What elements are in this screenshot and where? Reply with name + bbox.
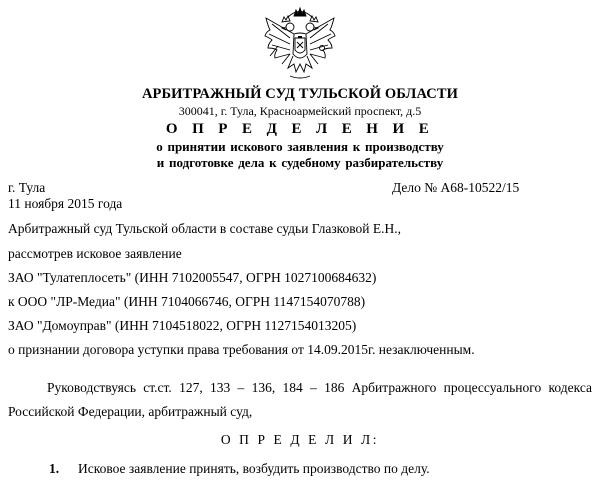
party-defendant-1: к ООО "ЛР-Медиа" (ИНН 7104066746, ОГРН 1147154070788)	[8, 294, 366, 309]
court-address: 300041, г. Тула, Красноармейский проспект, д.5	[178, 104, 422, 118]
reviewed-statement: рассмотрев исковое заявление	[8, 246, 182, 261]
ruling-item	[49, 461, 430, 477]
court-composition: Арбитражный суд Тульской области в составе судьи Глазковой Е.Н.,	[8, 221, 402, 236]
case-number: Дело № А68-10522/15	[392, 180, 520, 195]
legal-basis-paragraph: Руководствуясь ст.ст. 127, 133 – 136, 184 – 186 Арбитражного процессуального кодекса Российской Федерации, арбитражный суд,	[8, 380, 592, 419]
city: г. Тула	[8, 180, 46, 195]
ruling-item-text: Исковое заявление принять, возбудить производство по делу.	[78, 461, 430, 476]
ruling-item-number: 1.	[49, 461, 60, 476]
party-defendant-2: ЗАО "Домоуправ" (ИНН 7104518022, ОГРН 1127154013205)	[8, 318, 357, 333]
party-plaintiff: ЗАО "Тулатеплосеть" (ИНН 7102005547, ОГРН 1027100684632)	[8, 270, 377, 285]
document-subtitle	[0, 139, 600, 171]
claim-subject: о признании договора уступки права требования от 14.09.2015г. незаключенным.	[8, 342, 475, 357]
document-date: 11 ноября 2015 года	[8, 196, 123, 211]
ruling-heading: О П Р Е Д Е Л И Л:	[220, 432, 380, 447]
court-name: АРБИТРАЖНЫЙ СУД ТУЛЬСКОЙ ОБЛАСТИ	[141, 86, 459, 102]
coat-of-arms-icon	[260, 4, 340, 88]
document-type-title: О П Р Е Д Е Л Е Н И Е	[165, 121, 435, 137]
subtitle-line-2: и подготовке дела к судебному разбирательству	[156, 155, 444, 170]
subtitle-line-1: о принятии искового заявления к производству	[156, 139, 444, 154]
